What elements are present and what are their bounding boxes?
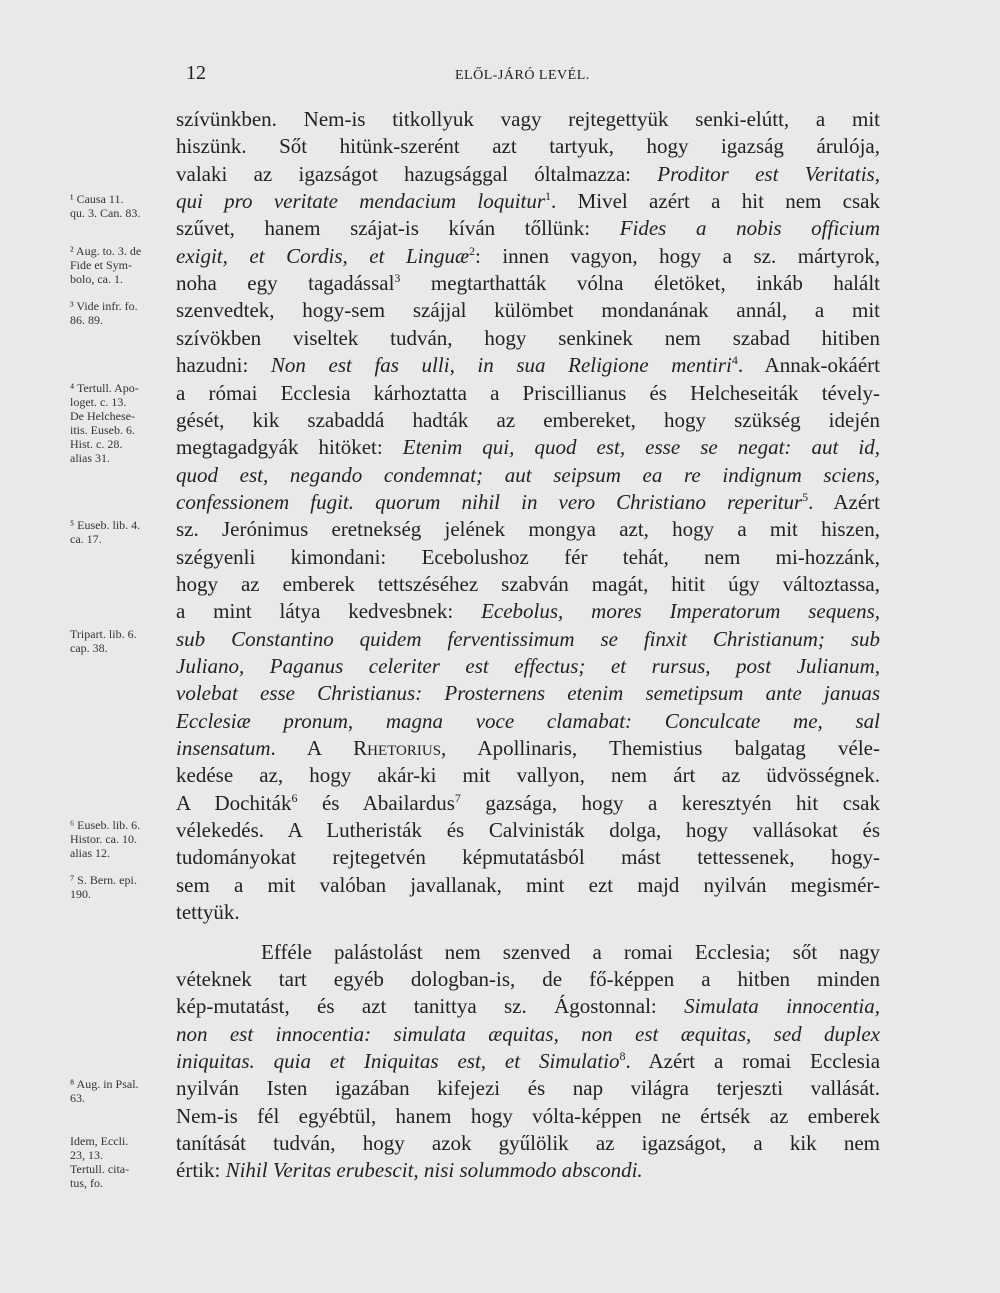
text-run: vélekedés. A Lutheristák és Calvinisták dolga, hogy vallásokat és — [176, 818, 880, 843]
text-run: szívökben viseltek tudván, hogy senkinek nem szabad hitiben — [176, 325, 880, 350]
text-run: Rhetorius — [353, 736, 442, 761]
text-run: értik: — [176, 1158, 226, 1183]
text-line — [176, 1048, 880, 1074]
text-line — [176, 571, 880, 597]
text-run: . Azért a romai Ecclesia — [625, 1048, 881, 1073]
text-run: : innen vagyon, hogy a sz. mártyrok, — [474, 243, 880, 268]
text-line — [176, 1130, 880, 1156]
footnote-ref: 3 — [394, 271, 401, 286]
text-run: gazsága, hogy a keresztyén hit csak — [460, 790, 881, 815]
margin-note: ⁸ Aug. in Psal. 63. — [70, 1076, 139, 1105]
text-run: qui pro veritate mendacium loquitur — [176, 189, 546, 214]
text-run: . Azért — [808, 489, 880, 514]
text-run: szenvedtek, hogy-sem szájjal külömbet mondanának annál, a mit — [176, 298, 880, 323]
footnote-ref: 4 — [731, 353, 738, 368]
text-line — [176, 762, 880, 788]
text-line — [176, 516, 880, 542]
running-title: ELŐL-JÁRÓ LEVÉL. — [455, 68, 590, 83]
text-line — [176, 966, 880, 992]
text-run: quod est, negando condemnat; aut seipsum ea re indignum sciens, — [176, 462, 880, 487]
text-run: és Abailardus — [297, 790, 455, 815]
footnote-ref: 1 — [545, 189, 552, 204]
text-line — [176, 899, 880, 925]
text-line — [176, 817, 880, 843]
text-run: sz. Jerónimus eretnekség jelének mongya azt, hogy a mit hiszen, — [176, 517, 880, 542]
text-run: nyilván Isten igazában kifejezi és nap világra terjeszti vallását. — [176, 1076, 880, 1101]
text-line — [176, 270, 880, 296]
text-line — [176, 939, 880, 965]
text-run: , Apollinaris, Themistius balgatag véle- — [441, 736, 880, 761]
text-run: confessionem fugit. quorum nihil in vero Christiano reperitur — [176, 489, 803, 514]
text-line — [176, 297, 880, 323]
text-run: non est innocentia: simulata æquitas, non est æquitas, sed duplex — [176, 1021, 880, 1046]
text-run: hiszünk. Sőt hitünk-szerént azt tartyuk, hogy igazság árulója, — [176, 134, 880, 159]
text-run: Etenim qui, quod est, esse se negat: aut id, — [402, 435, 880, 460]
text-run: Simulata innocentia, — [684, 994, 880, 1019]
margin-note: Tripart. lib. 6. cap. 38. — [70, 626, 137, 655]
text-run: Proditor est Veritatis, — [657, 161, 880, 186]
text-line — [176, 1021, 880, 1047]
text-run: sem a mit valóban javallanak, mint ezt majd nyilván megismér- — [176, 872, 880, 897]
text-run: iniquitas. quia et Iniquitas est, et Simulatio — [176, 1048, 620, 1073]
text-line — [176, 626, 880, 652]
text-run: tudományokat rejtegetvén képmutatásból mást tettessenek, hogy- — [176, 845, 880, 870]
text-line — [176, 106, 880, 132]
text-run: Nem-is fél egyébtül, hanem hogy vólta-képpen ne értsék az emberek — [176, 1103, 880, 1128]
text-run: Fides a nobis officium — [619, 216, 880, 241]
text-run: Juliano, Paganus celeriter est effectus; et rursus, post Julianum, — [176, 654, 880, 678]
text-line — [176, 735, 880, 761]
text-run: szűvet, hanem szájat-is kíván tőllünk: — [176, 216, 620, 241]
text-run: véteknek tart egyéb dologban-is, de fő-képpen a hitben minden — [176, 966, 880, 991]
text-line — [176, 790, 880, 816]
text-line — [176, 161, 880, 187]
text-line — [176, 598, 880, 624]
text-run: Efféle palástolást nem szenved a romai Ecclesia; sőt nagy — [261, 939, 880, 964]
text-line — [176, 215, 880, 241]
text-run: a mint látya kedvesbnek: — [176, 599, 482, 624]
margin-note: ⁷ S. Bern. epi. 190. — [70, 873, 137, 902]
text-run: sub Constantino quidem ferventissimum se finxit Christianum; sub — [176, 626, 880, 651]
text-line — [176, 1103, 880, 1129]
text-run: kedése az, hogy akár-ki mit vallyon, nem árt az üdvösségnek. — [176, 763, 880, 788]
page-header — [0, 62, 1000, 86]
text-line — [176, 243, 880, 269]
text-run: Ecebolus, mores Imperatorum sequens, — [481, 599, 880, 624]
text-line — [176, 872, 880, 898]
text-run: insensatum — [176, 736, 271, 761]
margin-note: ⁵ Euseb. lib. 4. ca. 17. — [70, 517, 141, 546]
text-run: . Mivel azért a hit nem csak — [551, 189, 880, 214]
text-line — [176, 653, 880, 679]
text-run: hazudni: — [176, 353, 271, 378]
text-run: volebat esse Christianus: Prosternens etenim semetipsum ante januas — [176, 681, 880, 706]
text-run: Nihil Veritas erubescit, nisi solummodo abscondi. — [225, 1158, 643, 1183]
margin-note: ² Aug. to. 3. de Fide et Sym- bolo, ca. 1. — [70, 244, 142, 286]
footnote-ref: 6 — [291, 790, 298, 805]
text-line — [176, 1075, 880, 1101]
text-run: . Annak-okáért — [737, 353, 880, 378]
text-line — [176, 544, 880, 570]
text-run: exigit, et Cordis, et Linguæ — [176, 243, 469, 268]
text-line — [176, 708, 880, 734]
text-run: . A — [270, 736, 354, 761]
text-line — [176, 1157, 880, 1183]
text-run: megtarthatták vólna életöket, inkáb halált — [400, 271, 880, 296]
margin-note: Idem, Eccli. 23, 13. Tertull. cita- tus, fo. — [70, 1133, 130, 1190]
text-line — [176, 462, 880, 488]
text-run: hogy az emberek tettszéséhez szabván magát, hitit úgy változtassa, — [176, 571, 880, 596]
text-line — [176, 325, 880, 351]
text-line — [176, 993, 880, 1019]
text-line — [176, 680, 880, 706]
text-run: tanítását tudván, hogy azok gyűlölik az igazságot, a kik nem — [176, 1130, 880, 1155]
text-run: noha egy tagadással — [176, 271, 395, 296]
text-run: A Dochiták — [176, 790, 292, 815]
text-line — [176, 133, 880, 159]
margin-note: ³ Vide infr. fo. 86. 89. — [70, 298, 138, 327]
margin-note: ⁶ Euseb. lib. 6. Histor. ca. 10. alias 12. — [70, 818, 141, 861]
text-line — [176, 434, 880, 460]
text-run: Ecclesiæ pronum, magna voce clamabat: Conculcate me, sal — [176, 708, 880, 733]
text-line — [176, 188, 880, 214]
text-line — [176, 380, 880, 406]
text-run: kép-mutatást, és azt tanittya sz. Ágostonnal: — [176, 994, 685, 1019]
footnote-ref: 2 — [468, 243, 475, 258]
margin-note: ⁴ Tertull. Apo- loget. c. 13. De Helchese- itis. Euseb. 6. Hist. c. 28. alias 31. — [70, 380, 139, 465]
text-run: Non est fas ulli, in sua Religione mentiri — [270, 353, 732, 378]
margin-note: ¹ Causa 11. qu. 3. Can. 83. — [70, 192, 141, 221]
text-run: megtagadgyák hitöket: — [176, 435, 403, 460]
text-line — [176, 844, 880, 870]
text-run: a római Ecclesia kárhoztatta a Priscillianus és Helcheseiták tévely- — [176, 380, 880, 405]
text-run: valaki az igazságot hazugsággal óltalmazza: — [176, 161, 658, 186]
text-line — [176, 352, 880, 378]
footnote-ref: 8 — [619, 1048, 626, 1063]
footnote-ref: 7 — [454, 790, 461, 805]
text-run: tettyük. — [176, 900, 240, 925]
footnote-ref: 5 — [802, 489, 809, 504]
page-number: 12 — [186, 62, 206, 84]
text-line — [176, 407, 880, 433]
text-line — [176, 489, 880, 515]
text-run: szívünkben. Nem-is titkollyuk vagy rejtegettyük senki-elútt, a mit — [176, 107, 880, 131]
text-run: szégyenli kimondani: Ecebolushoz fér tehát, nem mi-hozzánk, — [176, 544, 880, 569]
text-run: gését, kik szabaddá hadták az embereket, hogy szükség idején — [176, 407, 880, 432]
